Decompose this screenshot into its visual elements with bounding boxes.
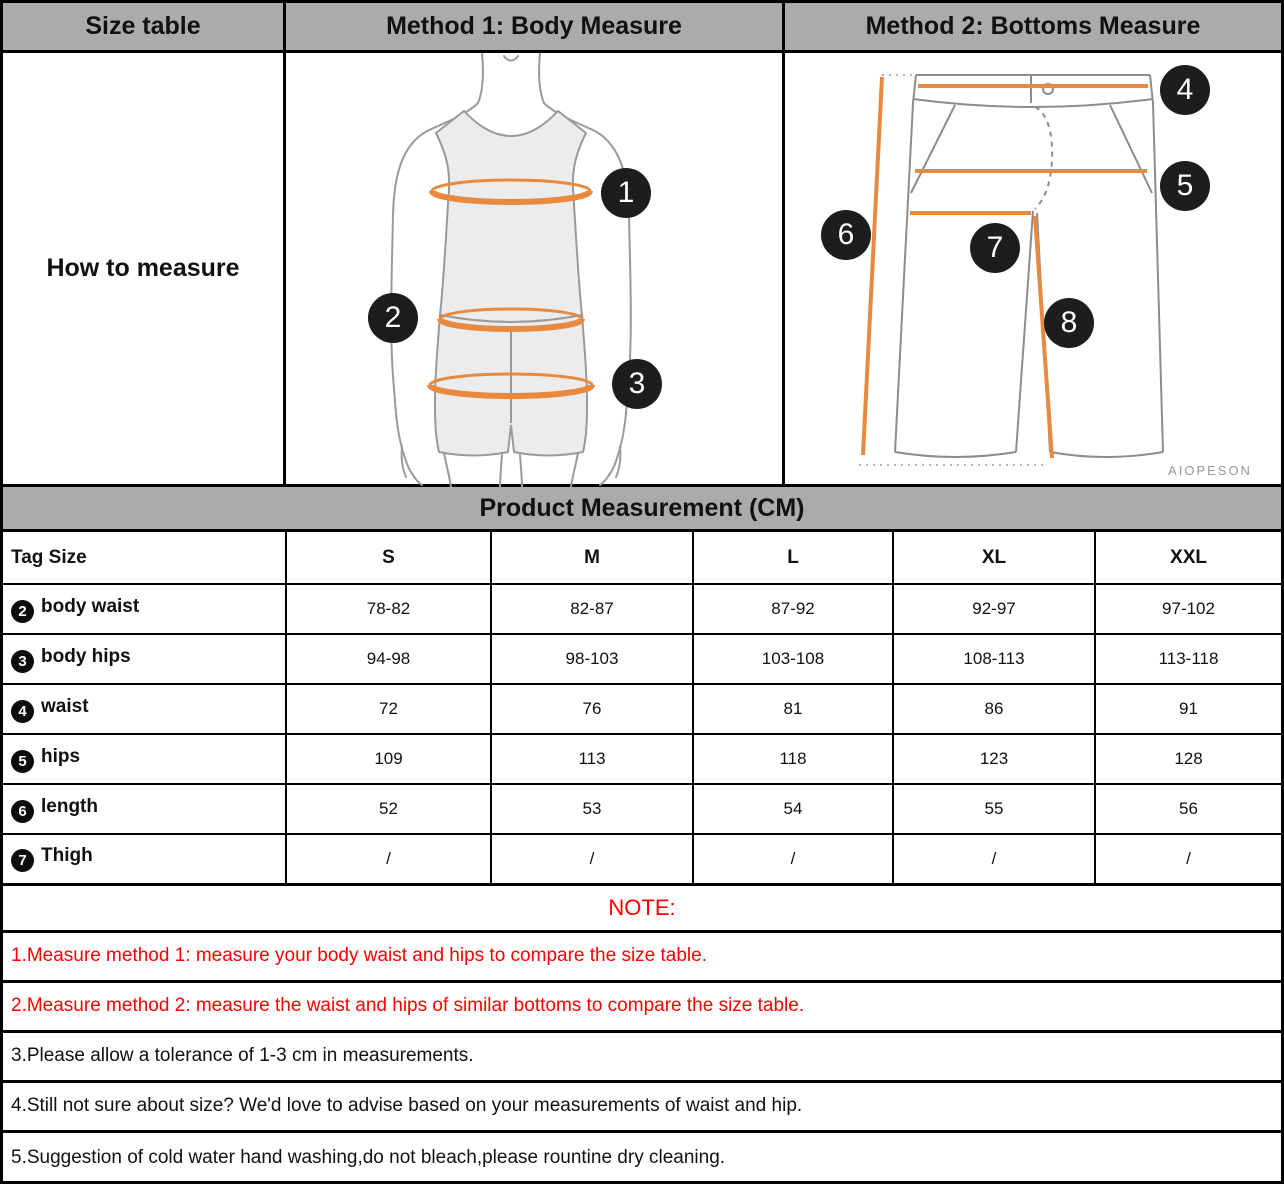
cell-value: 55 — [893, 784, 1095, 834]
cell-value: 98-103 — [491, 634, 693, 684]
row-label-text: body hips — [41, 645, 131, 667]
cell-value: / — [286, 834, 491, 884]
row-label-text: waist — [41, 695, 89, 717]
product-measurement-band — [3, 487, 1281, 532]
cell-value: 123 — [893, 734, 1095, 784]
cell-value: / — [893, 834, 1095, 884]
table-row-body-hips — [3, 634, 1281, 684]
circled-digit: 5 — [11, 750, 34, 773]
shorts-illustration — [785, 53, 1284, 487]
table-header-row — [3, 532, 1281, 584]
marker-1-number: 1 — [617, 176, 635, 209]
col-header-xxl: XXL — [1095, 532, 1281, 584]
measurement-table — [3, 532, 1281, 886]
row-label-hips — [3, 734, 286, 784]
table-row-length — [3, 784, 1281, 834]
table-row-thigh — [3, 834, 1281, 884]
cell-value: 113 — [491, 734, 693, 784]
row-label-text: hips — [41, 745, 81, 767]
note-title: NOTE: — [3, 886, 1281, 933]
circled-digit: 4 — [11, 700, 34, 723]
cell-value: 52 — [286, 784, 491, 834]
cell-value: 56 — [1095, 784, 1281, 834]
cell-value: 91 — [1095, 684, 1281, 734]
cell-value: 113-118 — [1095, 634, 1281, 684]
cell-value: 81 — [693, 684, 893, 734]
cell-value: 78-82 — [286, 584, 491, 634]
cell-value: / — [491, 834, 693, 884]
note-item-2: 2.Measure method 2: measure the waist and hips of similar bottoms to compare the size table. — [3, 983, 1281, 1033]
row-label-text: Thigh — [41, 845, 93, 867]
cell-value: 128 — [1095, 734, 1281, 784]
marker-6-number: 6 — [837, 218, 855, 251]
bottoms-measure-diagram — [785, 53, 1281, 487]
marker-7-number: 7 — [986, 231, 1004, 264]
cell-value: 53 — [491, 784, 693, 834]
row-label-body-hips — [3, 634, 286, 684]
marker-7-thigh — [970, 223, 1020, 273]
how-to-measure-cell — [3, 53, 286, 487]
size-table-label: Size table — [85, 12, 201, 40]
cell-value: 103-108 — [693, 634, 893, 684]
note-item-4: 4.Still not sure about size? We'd love to advise based on your measurements of waist and hip. — [3, 1083, 1281, 1133]
cell-value: 97-102 — [1095, 584, 1281, 634]
marker-8-number: 8 — [1060, 306, 1078, 339]
method1-header — [286, 3, 785, 53]
cell-value: 109 — [286, 734, 491, 784]
note-item-1: 1.Measure method 1: measure your body waist and hips to compare the size table. — [3, 933, 1281, 983]
cell-value: 108-113 — [893, 634, 1095, 684]
table-row-waist — [3, 684, 1281, 734]
note-item-5: 5.Suggestion of cold water hand washing,do not bleach,please rountine dry cleaning. — [11, 1146, 726, 1168]
col-header-l: L — [693, 532, 893, 584]
cell-value: 76 — [491, 684, 693, 734]
row-label-length — [3, 784, 286, 834]
marker-6-length — [821, 210, 871, 260]
top-section — [3, 3, 1281, 487]
marker-5-number: 5 — [1176, 169, 1194, 202]
method2-header — [785, 3, 1281, 53]
marker-3-body-hips — [612, 359, 662, 409]
cell-value: 94-98 — [286, 634, 491, 684]
cell-value: 82-87 — [491, 584, 693, 634]
col-header-xl: XL — [893, 532, 1095, 584]
circled-digit: 6 — [11, 800, 34, 823]
col-header-tag-size: Tag Size — [3, 532, 286, 584]
body-figure-illustration — [286, 53, 782, 487]
table-row-body-waist — [3, 584, 1281, 634]
row-label-thigh — [3, 834, 286, 884]
row-label-body-waist — [3, 584, 286, 634]
marker-8-inseam — [1044, 298, 1094, 348]
col-header-s: S — [286, 532, 491, 584]
cell-value: 54 — [693, 784, 893, 834]
marker-4-waist — [1160, 65, 1210, 115]
row-label-text: length — [41, 795, 98, 817]
cell-value: 92-97 — [893, 584, 1095, 634]
cell-value: 86 — [893, 684, 1095, 734]
circled-digit: 7 — [11, 849, 34, 872]
product-measurement-title: Product Measurement (CM) — [479, 493, 805, 522]
row-label-waist — [3, 684, 286, 734]
cell-value: / — [693, 834, 893, 884]
marker-2-number: 2 — [384, 301, 402, 334]
cell-value: 87-92 — [693, 584, 893, 634]
circled-digit: 3 — [11, 650, 34, 673]
marker-3-number: 3 — [628, 367, 646, 400]
body-measure-diagram — [286, 53, 785, 487]
col-header-m: M — [491, 532, 693, 584]
cell-value: 72 — [286, 684, 491, 734]
row-label-text: body waist — [41, 595, 140, 617]
how-to-measure-label: How to measure — [46, 254, 240, 282]
method1-label: Method 1: Body Measure — [386, 12, 682, 40]
cell-value: 118 — [693, 734, 893, 784]
table-row-hips — [3, 734, 1281, 784]
brand-watermark: AIOPESON — [1168, 463, 1252, 478]
method2-label: Method 2: Bottoms Measure — [865, 12, 1201, 40]
circled-digit: 2 — [11, 600, 34, 623]
marker-4-number: 4 — [1176, 73, 1194, 106]
size-table-header — [3, 3, 286, 53]
note-item-3: 3.Please allow a tolerance of 1-3 cm in measurements. — [3, 1033, 1281, 1083]
cell-value: / — [1095, 834, 1281, 884]
marker-2-body-waist — [368, 293, 418, 343]
marker-5-hips — [1160, 161, 1210, 211]
marker-1-chest — [601, 168, 651, 218]
